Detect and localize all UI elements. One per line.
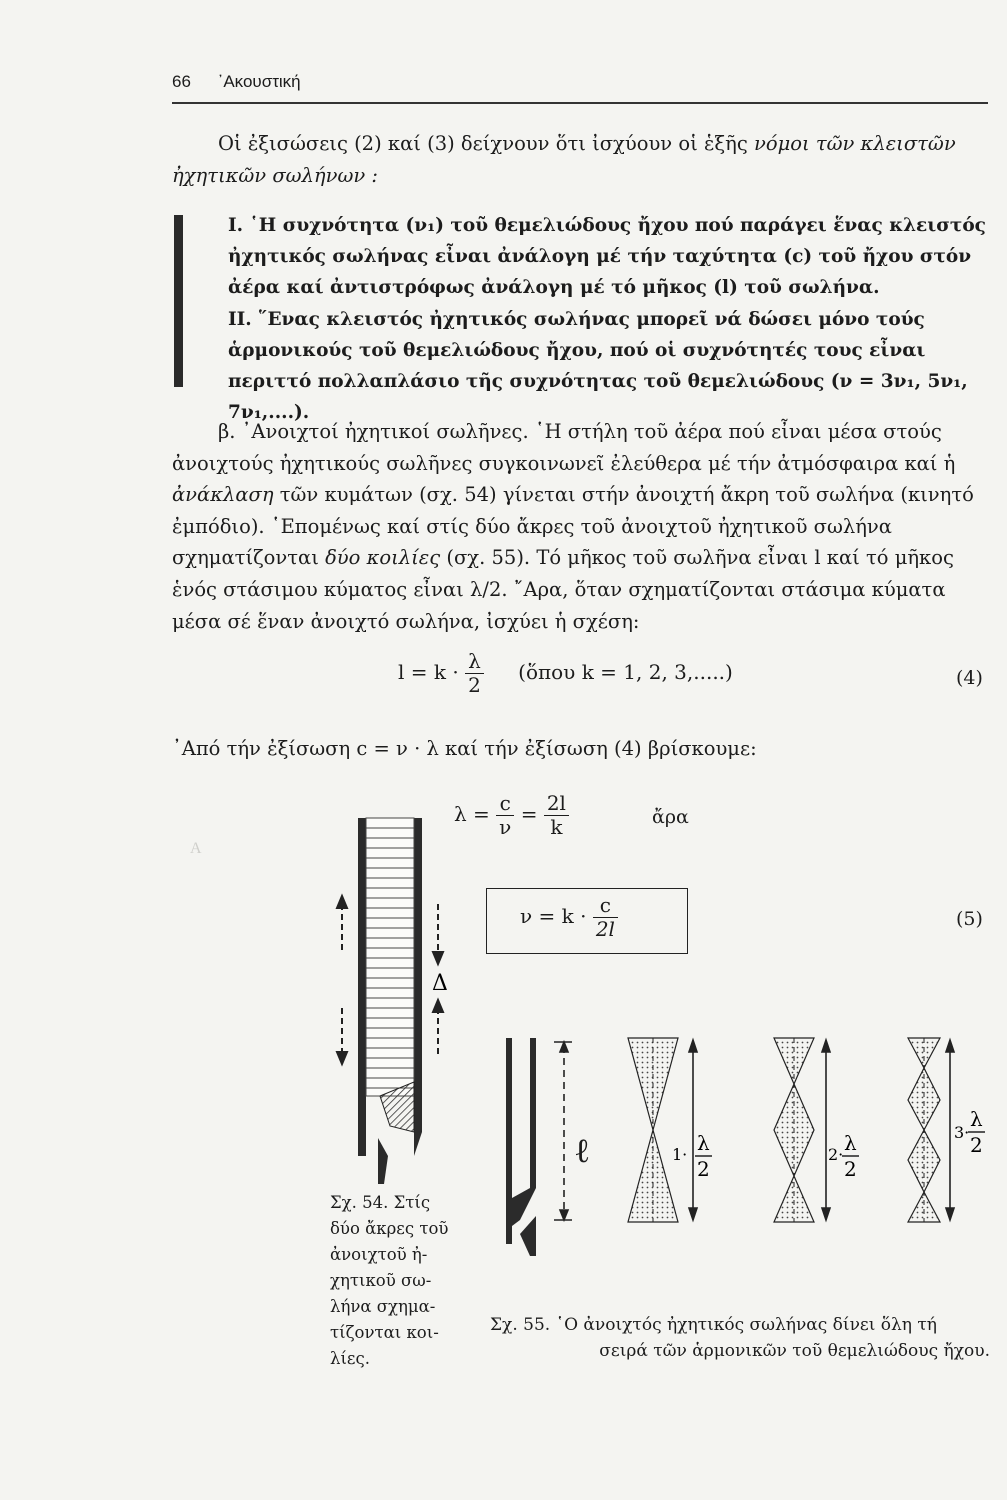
delta-label: Δ bbox=[432, 971, 448, 996]
intro-paragraph: Οἱ ἐξισώσεις (2) καί (3) δείχνουν ὅτι ἰσχύουν οἱ ἑξῆς νόμοι τῶν κλειστῶν ἠχητικῶν σωλήνων : bbox=[172, 132, 956, 187]
displacement-arrows-left bbox=[337, 896, 347, 1064]
pipe-length-dimension bbox=[554, 1042, 572, 1220]
harmonic-1-pattern bbox=[628, 1038, 678, 1222]
harmonic-2-frac-den: 2 bbox=[844, 1157, 857, 1181]
section-b-paragraph: β. ᾿Ανοιχτοί ἠχητικοί σωλῆνες. ῾Η στήλη τοῦ ἀέρα πού εἶναι μέσα στούς ἀνοιχτούς ἠχητικούς σωλῆνες συγκοινωνεῖ ἐλεύθερα μέ τήν ἀτμόσφαιρα καί ἡ ἀνάκλαση τῶν κυμάτων (σχ. 54) γίνεται στήν ἀνοιχτή ἄκρη τοῦ σωλήνα (κινητό ἐμπόδιο). ῾Επομένως καί στίς δύο ἄκρες τοῦ ἀνοιχτοῦ ἠχητικοῦ σωλήνα σχηματίζονται δύο κοιλίες (σχ. 55). Τό μῆκος τοῦ σωλῆνα εἶναι l καί τό μῆκος ἑνός στάσιμου κύματος εἶναι λ/2. ῎Αρα, ὅταν σχηματίζονται στάσιμα κύματα μέσα σέ ἕναν ἀνοιχτό σωλήνα, ἰσχύει ἡ σχέση: bbox=[172, 420, 974, 633]
harmonic-3-pattern bbox=[908, 1038, 940, 1222]
harmonic-3-dimension bbox=[946, 1040, 954, 1220]
harmonic-3-frac-num: λ bbox=[970, 1107, 983, 1131]
harmonic-1-dimension bbox=[689, 1040, 697, 1220]
harmonic-2-label: 2· bbox=[828, 1145, 844, 1164]
harmonic-2-dimension bbox=[822, 1040, 830, 1220]
equation-5-label: (5) bbox=[956, 908, 983, 930]
page-header bbox=[172, 72, 301, 92]
bleed-through: A bbox=[190, 840, 202, 857]
figure-54 bbox=[320, 812, 470, 1202]
tube-wall-left bbox=[358, 818, 366, 1156]
harmonic-1-frac-den: 2 bbox=[697, 1157, 710, 1181]
open-pipe bbox=[506, 1038, 536, 1256]
figure-54-caption: Σχ. 54. Στίς δύο ἄκρες τοῦ ἀνοιχτοῦ ἠ- χητικοῦ σω- λήνα σχημα- τίζονται κοι- λίες. bbox=[330, 1193, 449, 1368]
page-number: 66 bbox=[172, 72, 191, 91]
equation-4-label: (4) bbox=[956, 667, 983, 689]
from-equation-line: ᾿Από τήν ἐξίσωση c = ν · λ καί τήν ἐξίσωση (4) βρίσκουμε: bbox=[172, 737, 757, 760]
figure-55-caption: Σχ. 55. ῾Ο ἀνοιχτός ἠχητικός σωλήνας δίνει ὅλη τή σειρά τῶν ἁρμονικῶν τοῦ θεμελιώδους ἤχου. bbox=[490, 1315, 990, 1361]
header-rule bbox=[172, 102, 988, 104]
length-label: ℓ bbox=[574, 1131, 591, 1171]
law-2: II. ῞Ενας κλειστός ἠχητικός σωλήνας μπορεῖ νά δώσει μόνο τούς ἁρμονικούς τοῦ θεμελιώδους ἤχου, πού οἱ συχνότητές τους εἶναι περιττό πολλαπλάσιο τῆς συχνότητας τοῦ θεμελιώδους (ν = 3ν₁, 5ν₁, 7ν₁,....). bbox=[228, 309, 968, 423]
lambda-equation: λ = $\frac{c}{\nu}$ = $\frac{2l}{k}$ bbox=[454, 792, 569, 839]
harmonic-1-frac-num: λ bbox=[697, 1131, 710, 1155]
harmonic-1-label: 1· bbox=[672, 1145, 688, 1164]
tube-wall-right bbox=[414, 818, 422, 1156]
equation-5: ν = k · $\frac{c}{2l}$ bbox=[520, 894, 618, 941]
harmonic-3-label: 3· bbox=[954, 1123, 970, 1142]
harmonic-2-pattern bbox=[774, 1038, 814, 1222]
equation-4: l = k · $\frac{\lambda}{2}$ (ὅπου k = 1, 2, 3,.....) bbox=[398, 649, 733, 697]
figure-55 bbox=[490, 1020, 990, 1290]
air-column-layers bbox=[366, 818, 414, 1096]
law-1: I. ῾Η συχνότητα (ν₁) τοῦ θεμελιώδους ἤχου πού παράγει ἕνας κλειστός ἠχητικός σωλήνας εἶναι ἀνάλογη μέ τήν ταχύτητα (c) τοῦ ἤχου στόν ἀέρα καί ἀντιστρόφως ἀνάλογη μέ τό μῆκος (l) τοῦ σωλήνα. bbox=[228, 215, 986, 298]
harmonic-3-frac-den: 2 bbox=[970, 1133, 983, 1157]
fraction: $\frac{\lambda}{2}$ bbox=[465, 650, 484, 697]
harmonic-2-frac-num: λ bbox=[844, 1131, 857, 1155]
mouthpiece-tip bbox=[378, 1138, 388, 1184]
ara-word: ἄρα bbox=[652, 806, 689, 828]
law-marker-bar bbox=[174, 215, 183, 387]
section-title: ᾿Ακουστική bbox=[217, 72, 301, 91]
